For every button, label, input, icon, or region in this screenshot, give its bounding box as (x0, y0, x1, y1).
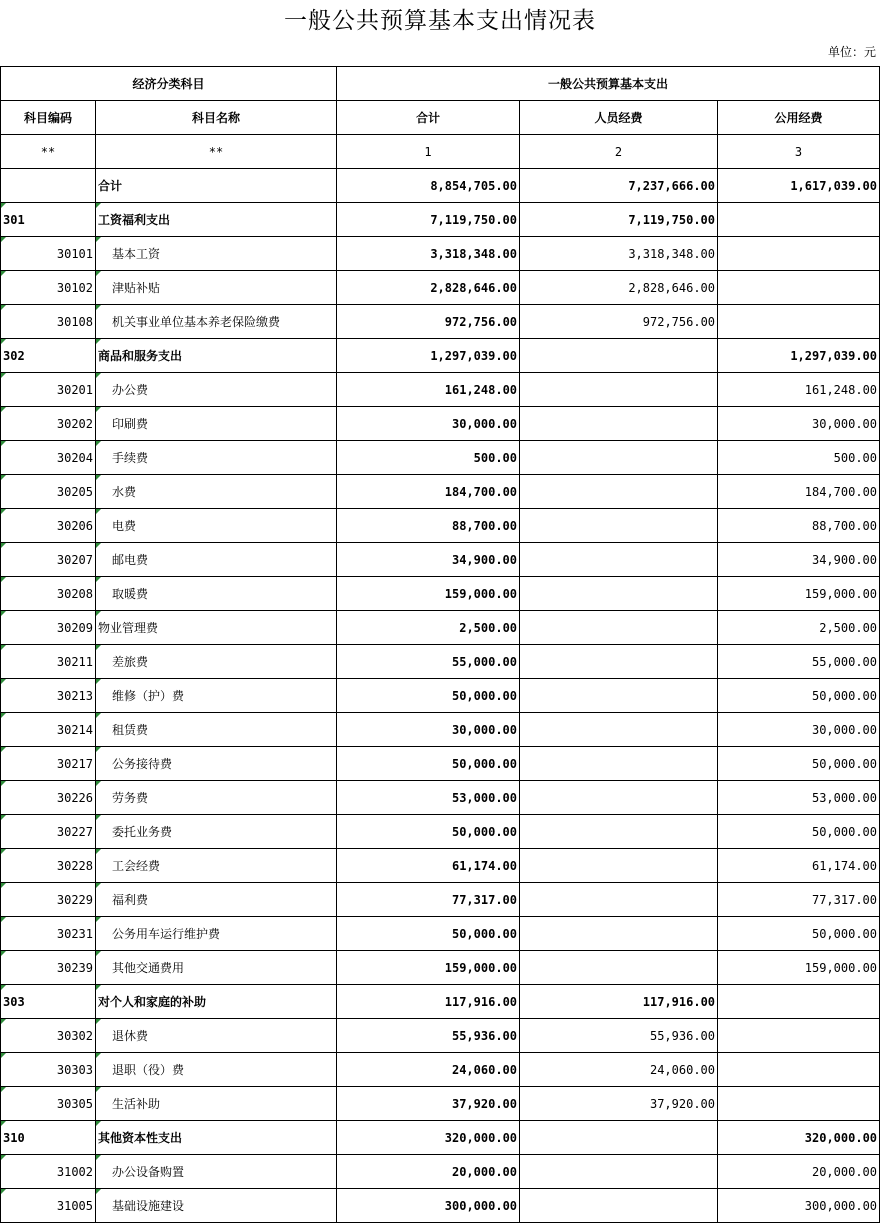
table-row (1, 781, 880, 815)
header-personnel: 人员经费 (520, 101, 718, 135)
name-cell: 其他资本性支出 (96, 1121, 337, 1155)
name-cell: 办公设备购置 (96, 1155, 337, 1189)
name-cell: 电费 (96, 509, 337, 543)
code-cell: 30202 (1, 407, 96, 441)
code-cell: 30204 (1, 441, 96, 475)
public-cell: 159,000.00 (718, 951, 880, 985)
public-cell (718, 1087, 880, 1121)
table-row (1, 1019, 880, 1053)
code-cell: 30101 (1, 237, 96, 271)
personnel-cell (520, 509, 718, 543)
public-cell: 88,700.00 (718, 509, 880, 543)
personnel-cell: 117,916.00 (520, 985, 718, 1019)
index-cell: ** (1, 135, 96, 169)
total-cell: 117,916.00 (337, 985, 520, 1019)
total-cell: 2,500.00 (337, 611, 520, 645)
table-row (1, 611, 880, 645)
personnel-cell (520, 441, 718, 475)
index-cell: 1 (337, 135, 520, 169)
code-cell: 30302 (1, 1019, 96, 1053)
table-row (1, 339, 880, 373)
name-cell: 办公费 (96, 373, 337, 407)
table-row (1, 713, 880, 747)
name-cell: 工资福利支出 (96, 203, 337, 237)
table-row (1, 373, 880, 407)
table-row (1, 849, 880, 883)
personnel-cell (520, 1121, 718, 1155)
personnel-cell: 55,936.00 (520, 1019, 718, 1053)
name-cell: 福利费 (96, 883, 337, 917)
personnel-cell (520, 883, 718, 917)
table-row (1, 407, 880, 441)
total-cell: 50,000.00 (337, 679, 520, 713)
code-cell: 302 (1, 339, 96, 373)
name-cell: 印刷费 (96, 407, 337, 441)
name-cell: 劳务费 (96, 781, 337, 815)
public-cell: 300,000.00 (718, 1189, 880, 1223)
code-cell: 30231 (1, 917, 96, 951)
total-cell: 500.00 (337, 441, 520, 475)
public-cell: 55,000.00 (718, 645, 880, 679)
unit-label: 单位：元 (827, 45, 876, 59)
code-cell: 30228 (1, 849, 96, 883)
total-cell: 77,317.00 (337, 883, 520, 917)
table-row (1, 1121, 880, 1155)
total-cell: 55,936.00 (337, 1019, 520, 1053)
name-cell: 公务接待费 (96, 747, 337, 781)
table-row (1, 1053, 880, 1087)
name-cell: 租赁费 (96, 713, 337, 747)
public-cell (718, 985, 880, 1019)
public-cell: 50,000.00 (718, 679, 880, 713)
total-public-cell: 1,617,039.00 (718, 169, 880, 203)
code-cell: 30226 (1, 781, 96, 815)
code-cell: 30227 (1, 815, 96, 849)
code-cell: 30211 (1, 645, 96, 679)
header-column-row (1, 101, 880, 135)
code-cell: 30108 (1, 305, 96, 339)
name-cell: 机关事业单位基本养老保险缴费 (96, 305, 337, 339)
personnel-cell (520, 679, 718, 713)
public-cell: 61,174.00 (718, 849, 880, 883)
table-row (1, 1155, 880, 1189)
name-cell: 对个人和家庭的补助 (96, 985, 337, 1019)
total-cell: 159,000.00 (337, 577, 520, 611)
public-cell (718, 305, 880, 339)
code-cell: 31005 (1, 1189, 96, 1223)
table-row (1, 747, 880, 781)
public-cell: 34,900.00 (718, 543, 880, 577)
total-cell: 159,000.00 (337, 951, 520, 985)
table-row (1, 985, 880, 1019)
code-cell: 30206 (1, 509, 96, 543)
table-row (1, 883, 880, 917)
total-cell: 37,920.00 (337, 1087, 520, 1121)
header-code: 科目编码 (1, 101, 96, 135)
public-cell: 50,000.00 (718, 747, 880, 781)
table-row (1, 577, 880, 611)
personnel-cell (520, 373, 718, 407)
table-row (1, 645, 880, 679)
name-cell: 基础设施建设 (96, 1189, 337, 1223)
total-cell: 1,297,039.00 (337, 339, 520, 373)
public-cell: 53,000.00 (718, 781, 880, 815)
code-cell: 30305 (1, 1087, 96, 1121)
name-cell: 取暖费 (96, 577, 337, 611)
personnel-cell (520, 339, 718, 373)
public-cell (718, 237, 880, 271)
total-cell: 184,700.00 (337, 475, 520, 509)
total-cell: 88,700.00 (337, 509, 520, 543)
page-title: 一般公共预算基本支出情况表 (284, 8, 596, 34)
public-cell: 1,297,039.00 (718, 339, 880, 373)
personnel-cell: 24,060.00 (520, 1053, 718, 1087)
total-name-cell: 合计 (96, 169, 337, 203)
personnel-cell (520, 475, 718, 509)
public-cell: 2,500.00 (718, 611, 880, 645)
total-cell: 972,756.00 (337, 305, 520, 339)
name-cell: 基本工资 (96, 237, 337, 271)
name-cell: 差旅费 (96, 645, 337, 679)
code-cell: 31002 (1, 1155, 96, 1189)
code-cell: 30201 (1, 373, 96, 407)
code-cell: 301 (1, 203, 96, 237)
table-row (1, 1087, 880, 1121)
table-row (1, 509, 880, 543)
index-row (1, 135, 880, 169)
personnel-cell: 3,318,348.00 (520, 237, 718, 271)
total-cell: 20,000.00 (337, 1155, 520, 1189)
personnel-cell (520, 611, 718, 645)
name-cell: 维修（护）费 (96, 679, 337, 713)
personnel-cell (520, 747, 718, 781)
total-cell: 2,828,646.00 (337, 271, 520, 305)
public-cell: 500.00 (718, 441, 880, 475)
public-cell: 50,000.00 (718, 815, 880, 849)
public-cell (718, 1019, 880, 1053)
total-cell: 24,060.00 (337, 1053, 520, 1087)
total-cell: 50,000.00 (337, 815, 520, 849)
header-economic-category: 经济分类科目 (1, 67, 337, 101)
personnel-cell: 37,920.00 (520, 1087, 718, 1121)
total-cell: 300,000.00 (337, 1189, 520, 1223)
total-code-cell (1, 169, 96, 203)
public-cell: 77,317.00 (718, 883, 880, 917)
table-row (1, 1189, 880, 1223)
index-cell: ** (96, 135, 337, 169)
code-cell: 30205 (1, 475, 96, 509)
public-cell (718, 271, 880, 305)
public-cell (718, 1053, 880, 1087)
code-cell: 30229 (1, 883, 96, 917)
total-cell: 30,000.00 (337, 713, 520, 747)
table-row (1, 815, 880, 849)
public-cell: 184,700.00 (718, 475, 880, 509)
public-cell: 50,000.00 (718, 917, 880, 951)
personnel-cell (520, 645, 718, 679)
total-cell: 30,000.00 (337, 407, 520, 441)
personnel-cell (520, 713, 718, 747)
code-cell: 30239 (1, 951, 96, 985)
public-cell: 161,248.00 (718, 373, 880, 407)
personnel-cell (520, 951, 718, 985)
name-cell: 物业管理费 (96, 611, 337, 645)
table-row (1, 543, 880, 577)
table-row (1, 441, 880, 475)
total-cell: 7,119,750.00 (337, 203, 520, 237)
personnel-cell: 7,119,750.00 (520, 203, 718, 237)
name-cell: 退休费 (96, 1019, 337, 1053)
name-cell: 手续费 (96, 441, 337, 475)
personnel-cell (520, 917, 718, 951)
public-cell: 30,000.00 (718, 713, 880, 747)
personnel-cell (520, 849, 718, 883)
index-cell: 2 (520, 135, 718, 169)
personnel-cell (520, 543, 718, 577)
name-cell: 商品和服务支出 (96, 339, 337, 373)
header-general-budget-expense: 一般公共预算基本支出 (337, 67, 880, 101)
name-cell: 公务用车运行维护费 (96, 917, 337, 951)
total-total-cell: 8,854,705.00 (337, 169, 520, 203)
total-cell: 61,174.00 (337, 849, 520, 883)
table-row (1, 271, 880, 305)
name-cell: 邮电费 (96, 543, 337, 577)
code-cell: 30208 (1, 577, 96, 611)
code-cell: 30102 (1, 271, 96, 305)
public-cell (718, 203, 880, 237)
public-cell: 159,000.00 (718, 577, 880, 611)
personnel-cell (520, 577, 718, 611)
name-cell: 委托业务费 (96, 815, 337, 849)
header-total: 合计 (337, 101, 520, 135)
personnel-cell (520, 815, 718, 849)
total-personnel-cell: 7,237,666.00 (520, 169, 718, 203)
code-cell: 30213 (1, 679, 96, 713)
header-group-row (1, 67, 880, 101)
table-row (1, 203, 880, 237)
code-cell: 30217 (1, 747, 96, 781)
public-cell: 20,000.00 (718, 1155, 880, 1189)
total-cell: 34,900.00 (337, 543, 520, 577)
code-cell: 30214 (1, 713, 96, 747)
public-cell: 320,000.00 (718, 1121, 880, 1155)
header-name: 科目名称 (96, 101, 337, 135)
personnel-cell: 972,756.00 (520, 305, 718, 339)
name-cell: 其他交通费用 (96, 951, 337, 985)
name-cell: 生活补助 (96, 1087, 337, 1121)
table-row (1, 237, 880, 271)
table-row (1, 679, 880, 713)
name-cell: 退职（役）费 (96, 1053, 337, 1087)
name-cell: 津贴补贴 (96, 271, 337, 305)
budget-table (0, 66, 880, 1223)
total-cell: 55,000.00 (337, 645, 520, 679)
total-cell: 50,000.00 (337, 747, 520, 781)
code-cell: 303 (1, 985, 96, 1019)
total-cell: 50,000.00 (337, 917, 520, 951)
total-cell: 161,248.00 (337, 373, 520, 407)
personnel-cell (520, 1155, 718, 1189)
table-row (1, 917, 880, 951)
personnel-cell: 2,828,646.00 (520, 271, 718, 305)
public-cell: 30,000.00 (718, 407, 880, 441)
table-row (1, 305, 880, 339)
personnel-cell (520, 1189, 718, 1223)
total-cell: 3,318,348.00 (337, 237, 520, 271)
total-row (1, 169, 880, 203)
table-row (1, 951, 880, 985)
code-cell: 30207 (1, 543, 96, 577)
table-row (1, 475, 880, 509)
code-cell: 310 (1, 1121, 96, 1155)
code-cell: 30209 (1, 611, 96, 645)
personnel-cell (520, 781, 718, 815)
code-cell: 30303 (1, 1053, 96, 1087)
personnel-cell (520, 407, 718, 441)
index-cell: 3 (718, 135, 880, 169)
name-cell: 水费 (96, 475, 337, 509)
total-cell: 53,000.00 (337, 781, 520, 815)
name-cell: 工会经费 (96, 849, 337, 883)
total-cell: 320,000.00 (337, 1121, 520, 1155)
header-public: 公用经费 (718, 101, 880, 135)
